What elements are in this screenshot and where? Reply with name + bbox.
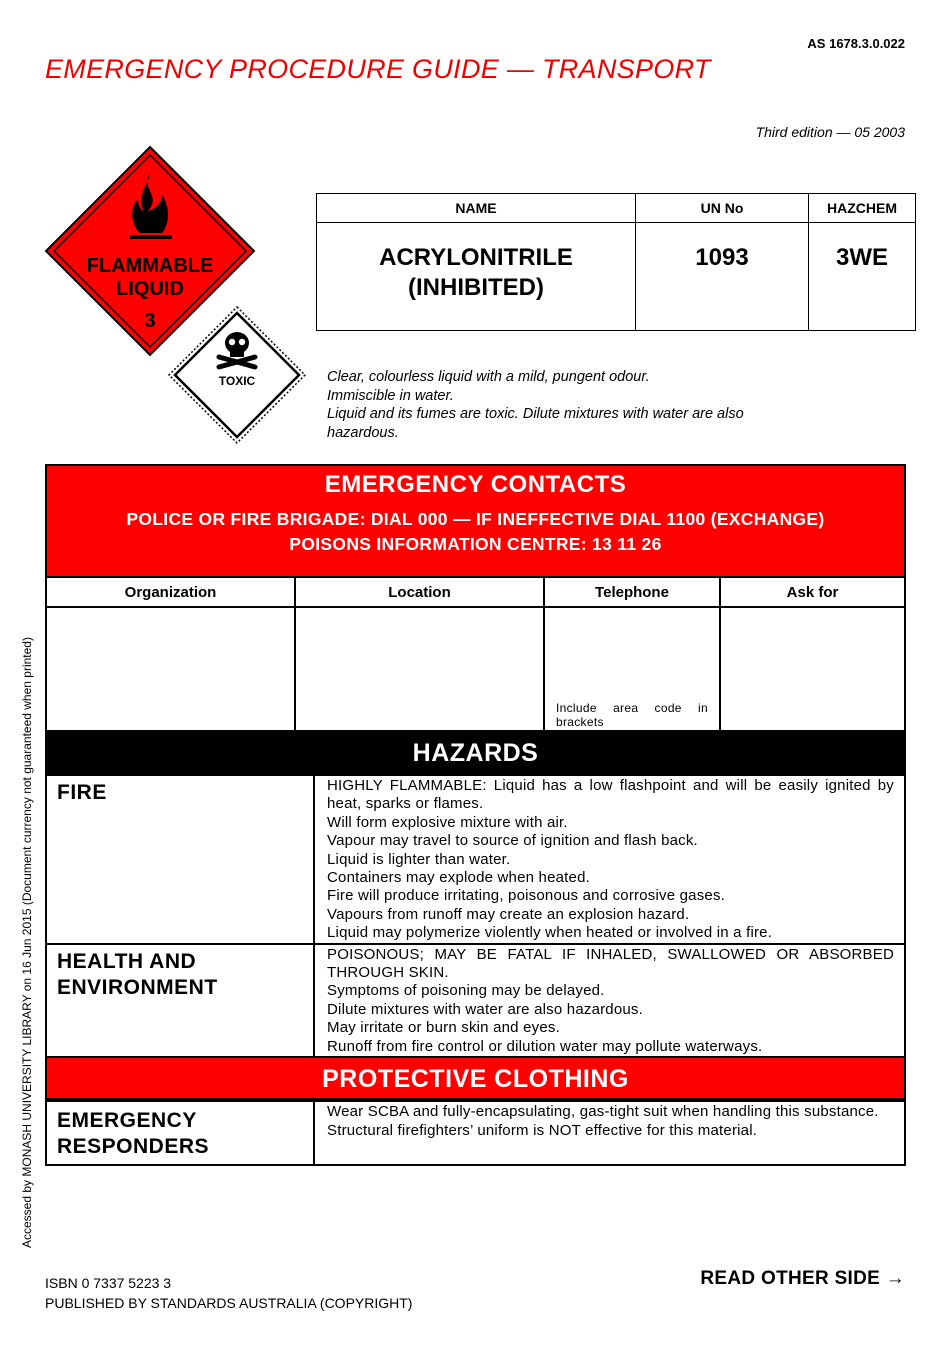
- toxic-label: TOXIC: [218, 374, 256, 388]
- organization-header: Organization: [46, 577, 295, 607]
- toxic-placard: [167, 305, 307, 445]
- health-line: May irritate or burn skin and eyes.: [327, 1019, 560, 1037]
- fire-line: Will form explosive mixture with air.: [327, 813, 568, 831]
- fire-line: Vapour may travel to source of ignition and flash back.: [327, 832, 698, 850]
- responders-label-line2: RESPONDERS: [57, 1135, 210, 1159]
- protective-clothing-text: [314, 1101, 905, 1165]
- organization-cell[interactable]: [46, 607, 295, 731]
- description-line: Clear, colourless liquid with a mild, pungent odour.: [327, 369, 650, 385]
- access-note: Accessed by MONASH UNIVERSITY LIBRARY on 16 Jun 2015 (Document currency not guaranteed when printed): [20, 637, 34, 1248]
- fire-line: Containers may explode when heated.: [327, 869, 590, 887]
- emergency-responders-label: [46, 1101, 314, 1165]
- poisons-centre-line: POISONS INFORMATION CENTRE: 13 11 26: [289, 534, 662, 554]
- un-number: 1093: [636, 223, 809, 331]
- substance-name-line2: (INHIBITED): [408, 274, 544, 301]
- location-cell[interactable]: [295, 607, 544, 731]
- footer-publication-info: [45, 1273, 412, 1313]
- health-line: Symptoms of poisoning may be delayed.: [327, 982, 605, 1000]
- placard-line-1: FLAMMABLE: [86, 255, 214, 277]
- hazards-table: [45, 774, 906, 1058]
- health-line: Dilute mixtures with water are also hazardous.: [327, 1000, 643, 1018]
- fire-hazards: [314, 775, 905, 944]
- health-line: POISONOUS; MAY BE FATAL IF INHALED, SWALLOWED OR ABSORBED THROUGH SKIN.: [327, 945, 894, 982]
- health-environment-label: [46, 944, 314, 1057]
- ask-for-header: Ask for: [720, 577, 905, 607]
- emergency-contacts-title: EMERGENCY CONTACTS: [324, 471, 627, 498]
- protective-clothing-banner: PROTECTIVE CLOTHING: [45, 1058, 906, 1100]
- edition-label: Third edition — 05 2003: [755, 124, 905, 140]
- hazchem-header: HAZCHEM: [809, 194, 916, 223]
- substance-identity-table: [316, 193, 916, 331]
- placard-line-2: LIQUID: [116, 278, 184, 300]
- fire-line: HIGHLY FLAMMABLE: Liquid has a low flashpoint and will be easily ignited by heat, sparks or flames.: [327, 777, 894, 813]
- description-line: Immiscible in water.: [327, 387, 454, 404]
- health-label-line1: HEALTH AND: [57, 949, 197, 973]
- fire-line: Liquid may polymerize violently when heated or involved in a fire.: [327, 924, 773, 942]
- fire-line: Vapours from runoff may create an explosion hazard.: [327, 905, 690, 923]
- emergency-guide-body: [45, 464, 906, 1166]
- page-title: EMERGENCY PROCEDURE GUIDE — TRANSPORT: [45, 54, 711, 84]
- substance-name: [317, 223, 636, 331]
- telephone-cell[interactable]: [544, 607, 720, 731]
- protective-line: Wear SCBA and fully-encapsulating, gas-tight suit when handling this substance.: [327, 1103, 879, 1121]
- description-line: hazardous.: [327, 424, 399, 441]
- read-other-side: READ OTHER SIDE →: [700, 1268, 905, 1289]
- fire-line: Liquid is lighter than water.: [327, 850, 511, 868]
- contacts-table: [45, 576, 906, 732]
- health-line: Runoff from fire control or dilution water may pollute waterways.: [327, 1037, 763, 1055]
- location-header: Location: [295, 577, 544, 607]
- ask-for-cell[interactable]: [720, 607, 905, 731]
- fire-line: Fire will produce irritating, poisonous and corrosive gases.: [327, 887, 726, 905]
- protective-clothing-table: [45, 1100, 906, 1166]
- placard-class-number: 3: [144, 310, 156, 332]
- isbn: ISBN 0 7337 5223 3: [45, 1275, 172, 1291]
- standard-code: AS 1678.3.0.022: [807, 36, 905, 51]
- substance-description: [327, 368, 744, 442]
- health-label-line2: ENVIRONMENT: [57, 975, 218, 999]
- name-header: NAME: [317, 194, 636, 223]
- area-code-note: Include area code in brackets: [556, 701, 708, 729]
- description-line: Liquid and its fumes are toxic. Dilute mixtures with water are also: [327, 406, 744, 422]
- un-header: UN No: [636, 194, 809, 223]
- publisher: PUBLISHED BY STANDARDS AUSTRALIA (COPYRIGHT): [45, 1295, 413, 1311]
- responders-label-line1: EMERGENCY: [57, 1109, 197, 1133]
- police-fire-line: POLICE OR FIRE BRIGADE: DIAL 000 — IF INEFFECTIVE DIAL 1100 (EXCHANGE): [126, 509, 825, 529]
- protective-line: Structural firefighters’ uniform is NOT effective for this material.: [327, 1121, 758, 1139]
- hazards-banner: HAZARDS: [45, 732, 906, 774]
- telephone-header: Telephone: [544, 577, 720, 607]
- substance-name-line1: ACRYLONITRILE: [379, 244, 573, 271]
- fire-label: FIRE: [46, 775, 314, 944]
- emergency-contacts-banner: [45, 464, 906, 576]
- hazchem-code: 3WE: [809, 223, 916, 331]
- health-hazards: [314, 944, 905, 1057]
